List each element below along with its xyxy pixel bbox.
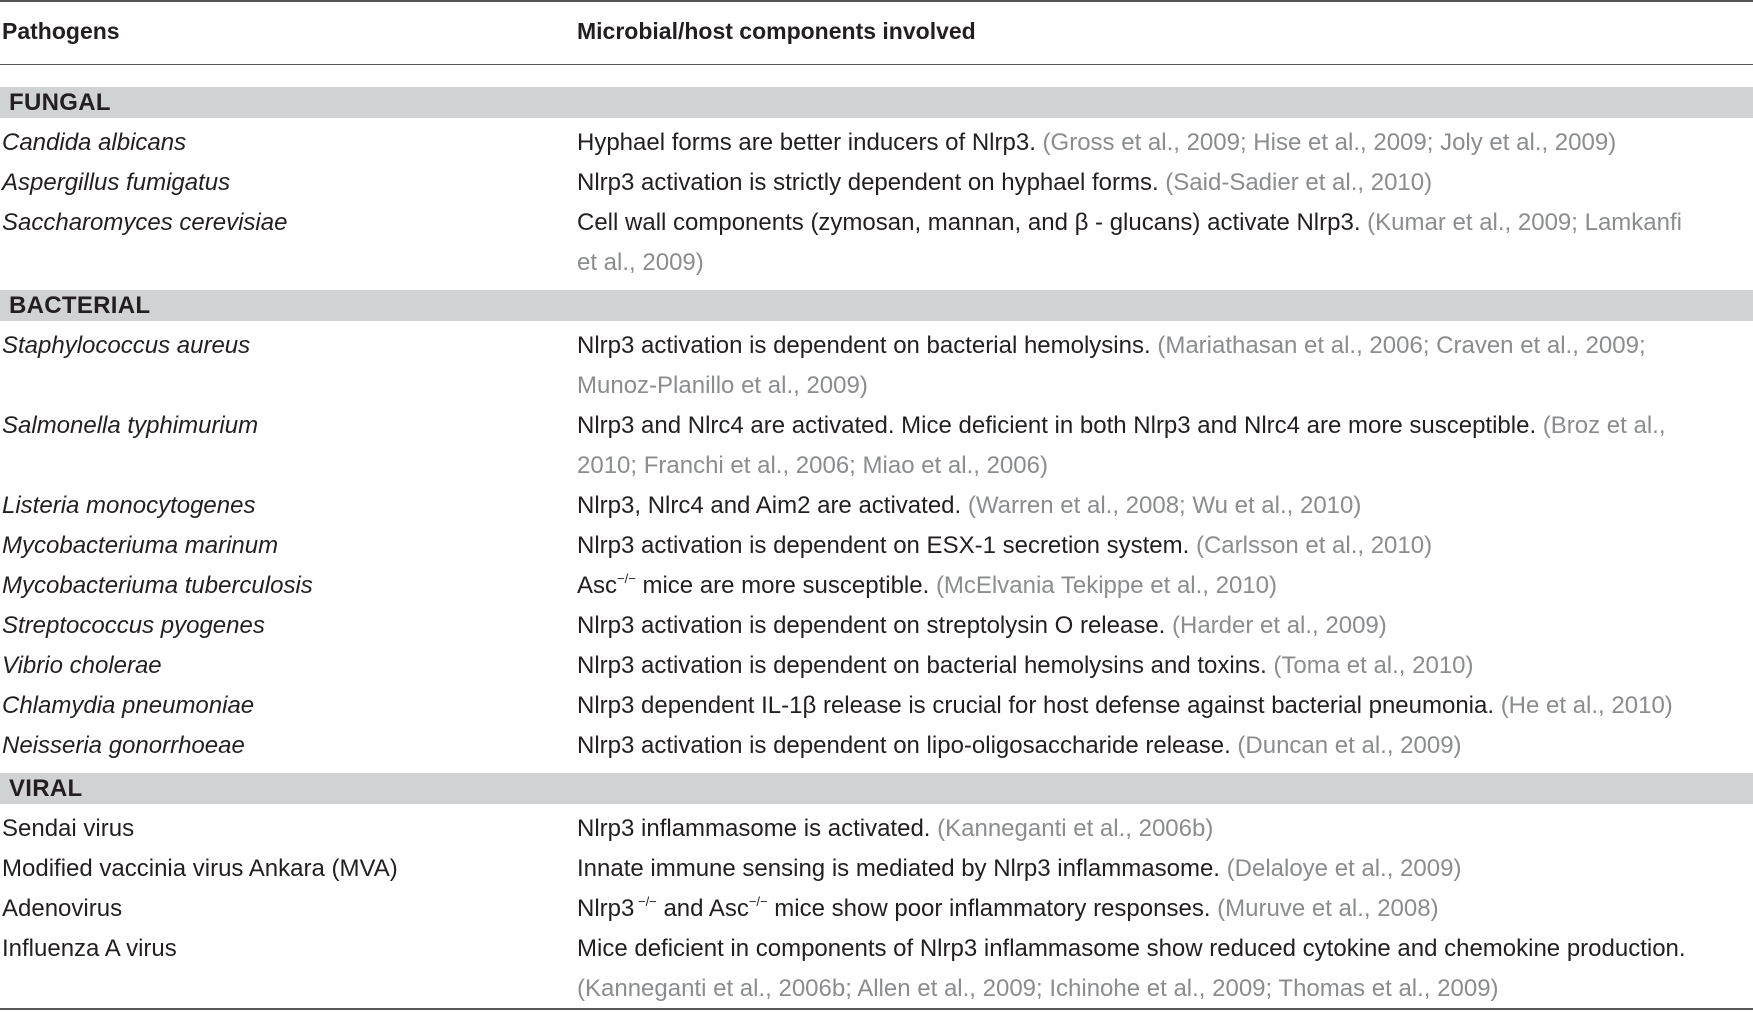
pathogen-name: Listeria monocytogenes <box>2 492 256 519</box>
pathogen-name: Sendai virus <box>2 815 135 842</box>
section-viral <box>0 773 1753 804</box>
reference[interactable]: (Kumar et al., 2009; Lamkanfi <box>1367 209 1682 236</box>
description: Nlrp3 activation is dependent on streptolysin O release. (Harder et al., 2009) <box>577 612 1387 639</box>
description: Nlrp3 activation is dependent on bacterial hemolysins. (Mariathasan et al., 2006; Craven et al., 2009; Munoz-Planillo et al., 2009) <box>577 332 1646 399</box>
reference[interactable]: (Toma et al., 2010) <box>1273 652 1474 679</box>
pathogen-name: Neisseria gonorrhoeae <box>2 732 245 759</box>
reference[interactable]: (Harder et al., 2009) <box>1172 612 1387 639</box>
section-label: BACTERIAL <box>9 292 151 319</box>
pathogen-name: Streptococcus pyogenes <box>2 612 265 639</box>
superscript: −/− <box>634 894 657 909</box>
pathogen-name: Candida albicans <box>2 129 187 156</box>
reference[interactable]: (Gross et al., 2009; Hise et al., 2009; Joly et al., 2009) <box>1042 129 1617 156</box>
reference-continued[interactable]: (Kanneganti et al., 2006b; Allen et al., 2009; Ichinohe et al., 2009; Thomas et al., 2009) <box>577 975 1499 1002</box>
table-header <box>0 0 1753 65</box>
description: Nlrp3 activation is strictly dependent on hyphael forms. (Said-Sadier et al., 2010) <box>577 169 1433 196</box>
reference[interactable]: (Warren et al., 2008; Wu et al., 2010) <box>967 492 1362 519</box>
bottom-rule <box>0 1008 1753 1010</box>
pathogen-name: Mycobacteriuma marinum <box>2 532 279 559</box>
description: Cell wall components (zymosan, mannan, and β - glucans) activate Nlrp3. (Kumar et al., 2009; Lamkanfi et al., 2009) <box>577 209 1682 276</box>
reference[interactable]: (McElvania Tekippe et al., 2010) <box>935 572 1278 599</box>
pathogen-name: Vibrio cholerae <box>2 652 162 679</box>
reference-continued[interactable]: 2010; Franchi et al., 2006; Miao et al., 2006) <box>577 452 1048 479</box>
reference[interactable]: (Delaloye et al., 2009) <box>1226 855 1462 882</box>
header-components: Microbial/host components involved <box>577 18 976 44</box>
description: Mice deficient in components of Nlrp3 inflammasome show reduced cytokine and chemokine production. (Kanneganti et al., 2006b; Allen et al., 2009; Ichinohe et al., 2009; Thomas et al., 2009) <box>577 935 1686 1002</box>
section-fungal <box>0 87 1753 118</box>
reference[interactable]: (Muruve et al., 2008) <box>1217 895 1439 922</box>
reference[interactable]: (Mariathasan et al., 2006; Craven et al., 2009; <box>1157 332 1646 359</box>
description: Nlrp3 dependent IL-1β release is crucial for host defense against bacterial pneumonia. (He et al., 2010) <box>577 692 1673 719</box>
superscript: −/− <box>617 571 636 586</box>
description: Nlrp3, Nlrc4 and Aim2 are activated. (Warren et al., 2008; Wu et al., 2010) <box>577 492 1362 519</box>
section-bacterial <box>0 290 1753 321</box>
reference[interactable]: (Carlsson et al., 2010) <box>1195 532 1433 559</box>
reference-continued[interactable]: et al., 2009) <box>577 249 704 276</box>
description: Nlrp3 inflammasome is activated. (Kanneganti et al., 2006b) <box>577 815 1214 842</box>
pathogen-name: Modified vaccinia virus Ankara (MVA) <box>2 855 398 882</box>
reference[interactable]: (Duncan et al., 2009) <box>1237 732 1462 759</box>
section-label: VIRAL <box>9 775 83 802</box>
pathogen-name: Salmonella typhimurium <box>2 412 259 439</box>
pathogen-name: Saccharomyces cerevisiae <box>2 209 288 236</box>
section-label: FUNGAL <box>9 89 111 116</box>
superscript: −/− <box>748 894 768 909</box>
pathogen-name: Mycobacteriuma tuberculosis <box>2 572 313 599</box>
pathogen-name: Influenza A virus <box>2 935 177 962</box>
reference[interactable]: (Said-Sadier et al., 2010) <box>1165 169 1433 196</box>
reference-continued[interactable]: Munoz-Planillo et al., 2009) <box>577 372 868 399</box>
reference[interactable]: (He et al., 2010) <box>1500 692 1673 719</box>
header-pathogens: Pathogens <box>2 18 120 44</box>
description: Nlrp3 and Nlrc4 are activated. Mice deficient in both Nlrp3 and Nlrc4 are more susceptible. (Broz et al., 2010; Franchi et al., 2006; Miao et al., 2006) <box>577 412 1666 479</box>
description: Nlrp3 −/− and Asc−/− mice show poor inflammatory responses. (Muruve et al., 2008) <box>577 894 1439 922</box>
pathogen-name: Chlamydia pneumoniae <box>2 692 255 719</box>
reference[interactable]: (Kanneganti et al., 2006b) <box>937 815 1214 842</box>
description: Hyphael forms are better inducers of Nlrp3. (Gross et al., 2009; Hise et al., 2009; Joly et al., 2009) <box>577 129 1617 156</box>
description: Nlrp3 activation is dependent on bacterial hemolysins and toxins. (Toma et al., 2010) <box>577 652 1474 679</box>
description: Asc−/− mice are more susceptible. (McElvania Tekippe et al., 2010) <box>577 571 1278 599</box>
reference[interactable]: (Broz et al., <box>1542 412 1666 439</box>
pathogen-name: Staphylococcus aureus <box>2 332 251 359</box>
description: Nlrp3 activation is dependent on lipo-oligosaccharide release. (Duncan et al., 2009) <box>577 732 1462 759</box>
pathogen-name: Adenovirus <box>2 895 123 922</box>
description: Nlrp3 activation is dependent on ESX-1 secretion system. (Carlsson et al., 2010) <box>577 532 1433 559</box>
pathogen-name: Aspergillus fumigatus <box>2 169 231 196</box>
description: Innate immune sensing is mediated by Nlrp3 inflammasome. (Delaloye et al., 2009) <box>577 855 1462 882</box>
